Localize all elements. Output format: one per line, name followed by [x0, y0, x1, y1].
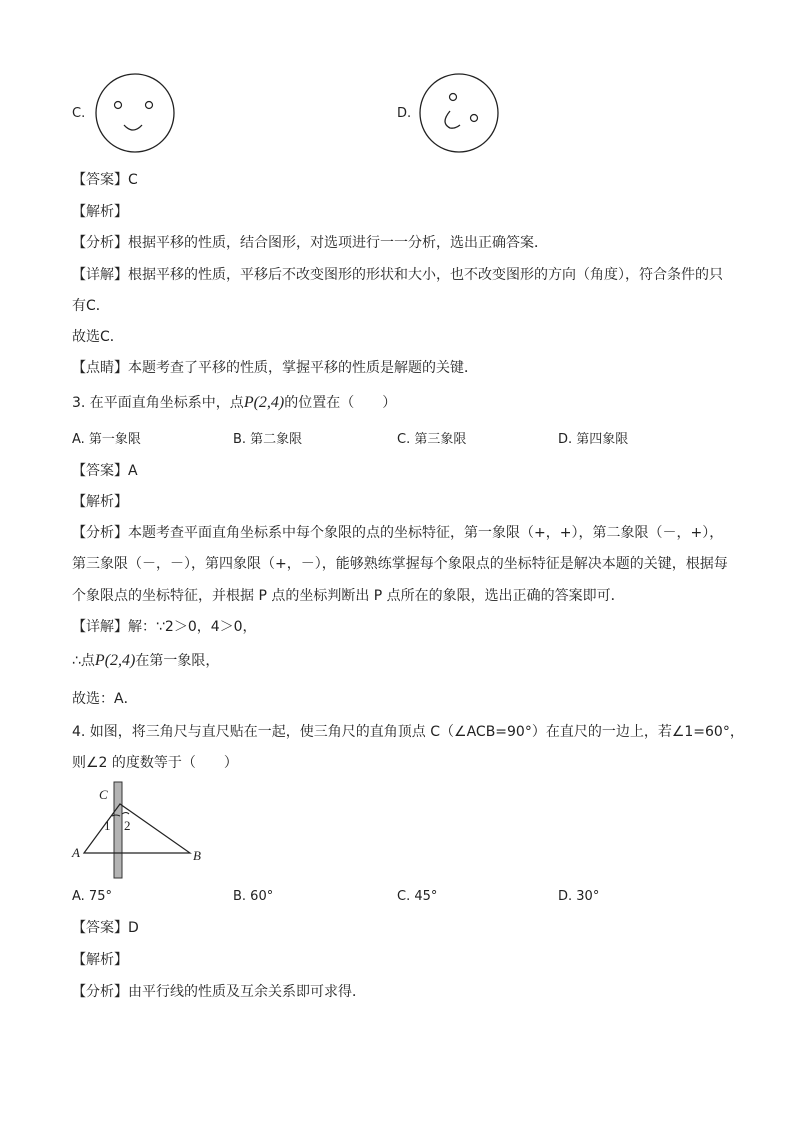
q4-answer: 【答案】D: [72, 920, 139, 936]
q3-jiexi: 【解析】: [72, 494, 128, 510]
q3-stem-pre: 3. 在平面直角坐标系中，点: [72, 395, 244, 411]
q3-stem: [72, 393, 396, 413]
q4-option-b: B. 60°: [233, 889, 274, 904]
q3-conclusion-point: P(2,4): [94, 652, 136, 669]
q3-option-c: C. 第三象限: [397, 432, 467, 447]
q4-jiexi: 【解析】: [72, 952, 128, 968]
q3-point: P(2,4): [243, 394, 285, 411]
q3-xiangjie: 【详解】解：∵2＞0，4＞0，: [72, 619, 257, 635]
q2-xiangjie-1: 【详解】根据平移的性质，平移后不改变图形的形状和大小，也不改变图形的方向（角度），符合条件的只: [72, 267, 723, 283]
q2-answer: 【答案】C: [72, 172, 138, 188]
q4-fenxi: 【分析】由平行线的性质及互余关系即可求得．: [72, 984, 366, 1000]
label-c: C: [99, 787, 108, 802]
label-b: B: [193, 848, 201, 863]
label-angle-1: 1: [104, 818, 111, 833]
q4-option-c: C. 45°: [397, 889, 438, 904]
q3-conclusion-post: 在第一象限，: [135, 653, 220, 669]
q3-guxuan: 故选：A．: [72, 691, 138, 707]
q2-jiexi: 【解析】: [72, 204, 128, 220]
face-figure-c: [94, 72, 176, 154]
option-d-label: D.: [397, 106, 412, 121]
label-a: A: [72, 845, 80, 860]
q3-option-d: D. 第四象限: [558, 432, 629, 447]
label-angle-2: 2: [124, 818, 131, 833]
q3-fenxi-2: 第三象限（－，－），第四象限（+，－），能够熟练掌握每个象限点的坐标特征是解决本题的关键，根据每: [72, 556, 728, 572]
q3-stem-post: 的位置在（ ）: [284, 395, 397, 411]
q3-option-a: A. 第一象限: [72, 432, 141, 447]
q4-option-a: A. 75°: [72, 889, 112, 904]
q2-guxuan: 故选C．: [72, 329, 124, 345]
q2-fenxi: 【分析】根据平移的性质，结合图形，对选项进行一一分析，选出正确答案．: [72, 235, 548, 251]
face-figure-d: [418, 72, 500, 154]
q2-xiangjie-2: 有C．: [72, 298, 110, 314]
q4-option-d: D. 30°: [558, 889, 600, 904]
q3-fenxi-1: 【分析】本题考查平面直角坐标系中每个象限的点的坐标特征，第一象限（+，+），第二象限（－，+），: [72, 525, 724, 541]
q3-conclusion: [72, 651, 219, 671]
q3-conclusion-pre: ∴点: [72, 653, 95, 669]
q3-answer: 【答案】A: [72, 463, 138, 479]
triangle-ruler-figure: [68, 778, 218, 880]
q4-stem-2: 则∠2 的度数等于（ ）: [72, 755, 238, 771]
q3-option-b: B. 第二象限: [233, 432, 303, 447]
q2-dianjing: 【点睛】本题考查了平移的性质，掌握平移的性质是解题的关键．: [72, 360, 478, 376]
q3-fenxi-3: 个象限点的坐标特征，并根据 P 点的坐标判断出 P 点所在的象限，选出正确的答案即可．: [72, 588, 625, 604]
option-c-label: C.: [72, 106, 86, 121]
q4-stem-1: 4. 如图，将三角尺与直尺贴在一起，使三角尺的直角顶点 C（∠ACB=90°）在直尺的一边上，若∠1=60°，: [72, 724, 744, 740]
